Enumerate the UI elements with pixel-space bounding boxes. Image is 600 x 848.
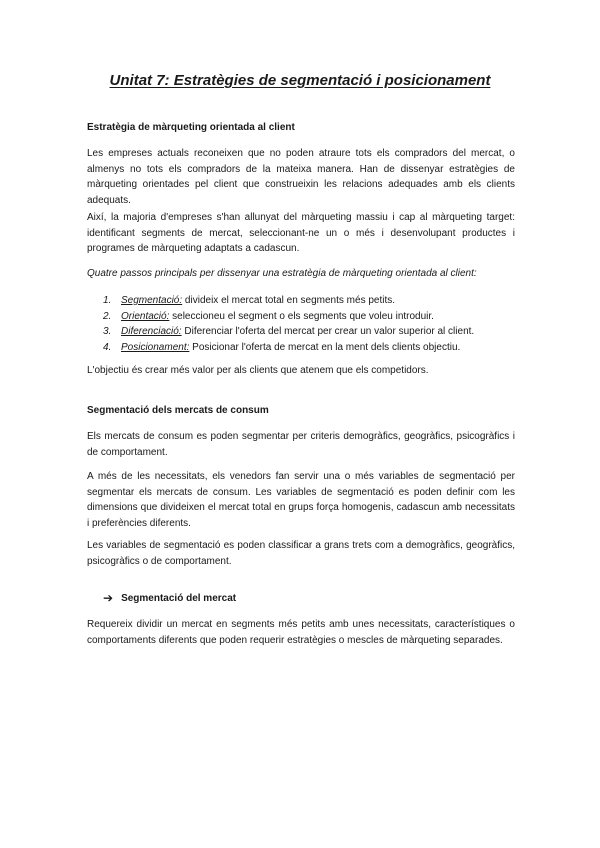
step-term: Diferenciació:: [121, 326, 182, 337]
list-item: [103, 340, 523, 356]
page-title: Unitat 7: Estratègies de segmentació i posicionament: [109, 72, 491, 89]
list-item: [103, 309, 523, 325]
section-heading-strategy: Estratègia de màrqueting orientada al client: [87, 122, 295, 133]
paragraph: Les empreses actuals reconeixen que no poden atraure tots els compradors del mercat, o almenys no tots els compradors de la mateixa manera. Han de dissenyar estratègies de màrqueting orientades pel client que construeixin les relacions adequades amb els clients adequats.: [87, 148, 515, 206]
step-text: Diferenciar l'oferta del mercat per crear un valor superior al client.: [181, 326, 475, 337]
list-number: 3.: [103, 326, 112, 337]
list-number: 1.: [103, 295, 112, 306]
step-term: Segmentació:: [121, 295, 183, 306]
steps-intro: Quatre passos principals per dissenyar una estratègia de màrqueting orientada al client:: [87, 268, 477, 279]
step-text: Posicionar l'oferta de mercat en la ment dels clients objectiu.: [189, 341, 461, 353]
heading-text: Segmentació del mercat: [121, 592, 237, 604]
step-text: divideix el mercat total en segments més petits.: [182, 295, 396, 306]
list-number: 2.: [103, 310, 112, 322]
paragraph: Requereix dividir un mercat en segments més petits amb unes necessitats, característiques o comportaments diferents que poden requerir estratègies o mescles de màrqueting separades.: [87, 619, 515, 646]
section-heading-market: [103, 591, 236, 605]
paragraph: Les variables de segmentació es poden classificar a grans trets com a demogràfics, geogràfics, psicogràfics o de comportament.: [87, 540, 515, 567]
right-arrow-icon: ➔: [103, 591, 114, 605]
step-term: Orientació:: [121, 310, 170, 322]
section-heading-consumer: Segmentació dels mercats de consum: [87, 405, 269, 416]
list-number: 4.: [103, 341, 112, 353]
list-item: [103, 293, 523, 309]
paragraph: Els mercats de consum es poden segmentar per criteris demogràfics, geogràfics, psicogràfics i de comportament.: [87, 431, 515, 458]
step-term: Posicionament:: [121, 341, 190, 353]
conclusion: L'objectiu és crear més valor per als clients que atenem que els competidors.: [87, 365, 429, 376]
paragraph: A més de les necessitats, els venedors fan servir una o més variables de segmentació per segmentar els mercats de consum. Les variables de segmentació es poden definir com les dimensions que divideixen el mercat total en grups força homogenis, cadascun amb necessitats i preferències diferents.: [87, 471, 515, 529]
paragraph: Així, la majoria d'empreses s'han allunyat del màrqueting massiu i cap al màrqueting target: identificant segments de mercat, seleccionant-ne un o més i desenvolupant productes i programes de màrqueting adaptats a cadascun.: [87, 212, 515, 254]
step-text: seleccioneu el segment o els segments que voleu introduir.: [169, 310, 434, 322]
steps-list: [103, 293, 523, 355]
list-item: [103, 324, 523, 340]
